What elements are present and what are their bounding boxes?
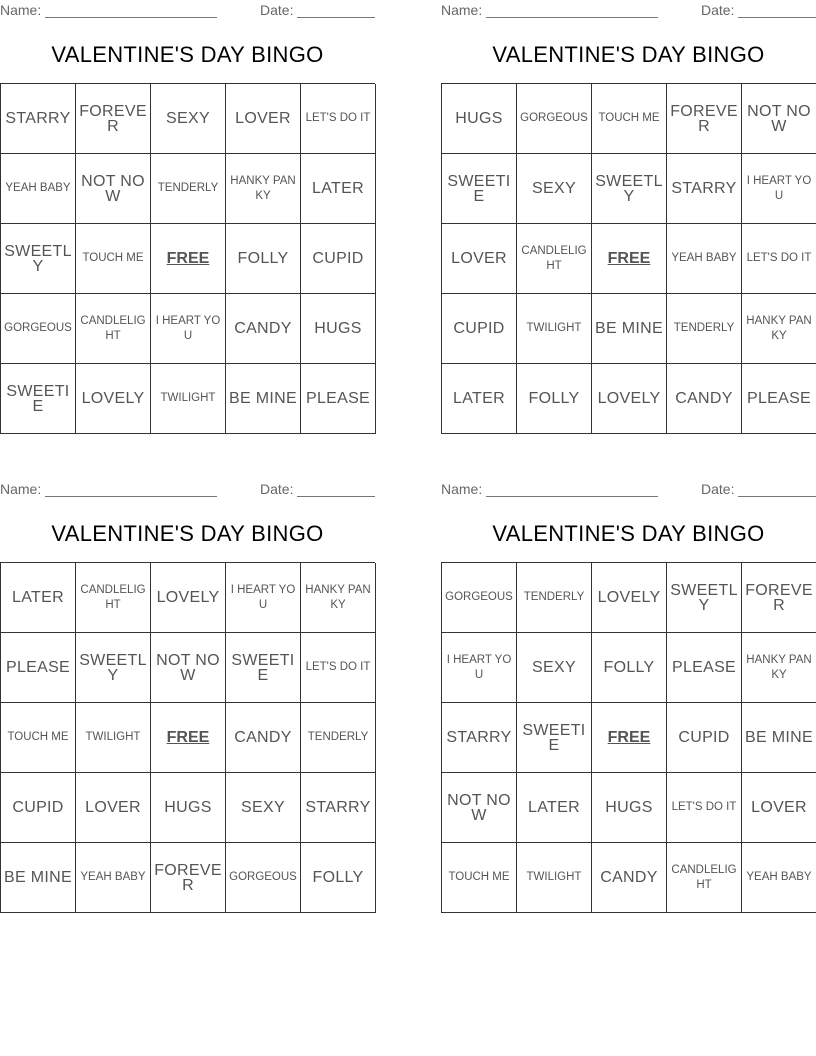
- name-field-line: [486, 17, 658, 18]
- bingo-cell: LOVELY: [592, 364, 667, 434]
- bingo-cell: SWEETLY: [592, 154, 667, 224]
- bingo-cell: GORGEOUS: [442, 563, 517, 633]
- date-label: Date:: [260, 481, 294, 497]
- bingo-cell: CANDLELIGHT: [667, 843, 742, 913]
- date-field-line: [738, 496, 816, 497]
- bingo-grid: [0, 83, 375, 434]
- bingo-cell: LET'S DO IT: [301, 633, 376, 703]
- date-label: Date:: [260, 2, 294, 18]
- bingo-cell: SWEETIE: [517, 703, 592, 773]
- bingo-cell: STARRY: [442, 703, 517, 773]
- card-title: VALENTINE'S DAY BINGO: [51, 42, 324, 67]
- bingo-cell: BE MINE: [742, 703, 816, 773]
- bingo-cell: TOUCH ME: [592, 84, 667, 154]
- bingo-cell: LET'S DO IT: [742, 224, 816, 294]
- bingo-cell: YEAH BABY: [76, 843, 151, 913]
- bingo-cell: GORGEOUS: [226, 843, 301, 913]
- bingo-cell: PLEASE: [667, 633, 742, 703]
- bingo-cell: CANDY: [226, 294, 301, 364]
- bingo-cell: LATER: [517, 773, 592, 843]
- bingo-cell: BE MINE: [1, 843, 76, 913]
- bingo-cell: TWILIGHT: [76, 703, 151, 773]
- bingo-cell: CANDLELIGHT: [76, 563, 151, 633]
- bingo-cell: LATER: [442, 364, 517, 434]
- bingo-cell: TWILIGHT: [517, 843, 592, 913]
- bingo-cell: FOLLY: [301, 843, 376, 913]
- bingo-cell: SWEETIE: [226, 633, 301, 703]
- bingo-cell: SEXY: [517, 633, 592, 703]
- bingo-cell: PLEASE: [1, 633, 76, 703]
- bingo-cell: FOLLY: [592, 633, 667, 703]
- bingo-cell: TOUCH ME: [1, 703, 76, 773]
- bingo-cell: STARRY: [667, 154, 742, 224]
- bingo-cell: HUGS: [592, 773, 667, 843]
- bingo-cell: TENDERLY: [301, 703, 376, 773]
- bingo-cell: NOT NOW: [442, 773, 517, 843]
- bingo-cell: I HEART YOU: [226, 563, 301, 633]
- bingo-cell: HUGS: [151, 773, 226, 843]
- bingo-cell: FOREVER: [151, 843, 226, 913]
- bingo-cell: SWEETIE: [1, 364, 76, 434]
- date-field-line: [297, 496, 375, 497]
- card-header: [0, 479, 375, 501]
- bingo-cell: CANDY: [667, 364, 742, 434]
- bingo-cell: CUPID: [442, 294, 517, 364]
- bingo-cell: SWEETIE: [442, 154, 517, 224]
- bingo-cell: FOLLY: [517, 364, 592, 434]
- bingo-cell: BE MINE: [226, 364, 301, 434]
- bingo-cell: FOREVER: [76, 84, 151, 154]
- bingo-cell: NOT NOW: [151, 633, 226, 703]
- bingo-cell: TENDERLY: [151, 154, 226, 224]
- bingo-grid: [0, 562, 375, 913]
- bingo-cell: YEAH BABY: [742, 843, 816, 913]
- bingo-cell: HUGS: [442, 84, 517, 154]
- name-label: Name:: [441, 481, 483, 497]
- bingo-cell: CUPID: [1, 773, 76, 843]
- bingo-cell: HUGS: [301, 294, 376, 364]
- free-space-cell: FREE: [151, 224, 226, 294]
- bingo-cell: CUPID: [301, 224, 376, 294]
- bingo-cell: LOVELY: [151, 563, 226, 633]
- bingo-cell: LOVER: [442, 224, 517, 294]
- date-field-line: [297, 17, 375, 18]
- bingo-cell: PLEASE: [742, 364, 816, 434]
- bingo-cell: NOT NOW: [742, 84, 816, 154]
- bingo-cell: NOT NOW: [76, 154, 151, 224]
- bingo-cell: HANKY PANKY: [742, 633, 816, 703]
- bingo-cell: SWEETLY: [1, 224, 76, 294]
- bingo-cell: FOREVER: [742, 563, 816, 633]
- bingo-cell: HANKY PANKY: [226, 154, 301, 224]
- bingo-card-4: [441, 479, 816, 891]
- bingo-cell: LET'S DO IT: [667, 773, 742, 843]
- bingo-cell: I HEART YOU: [742, 154, 816, 224]
- bingo-cell: I HEART YOU: [151, 294, 226, 364]
- bingo-cell: CUPID: [667, 703, 742, 773]
- bingo-cell: LATER: [1, 563, 76, 633]
- bingo-cell: LOVELY: [592, 563, 667, 633]
- card-header: [0, 0, 375, 22]
- bingo-cell: LOVER: [76, 773, 151, 843]
- name-label: Name:: [0, 481, 42, 497]
- bingo-cell: YEAH BABY: [1, 154, 76, 224]
- bingo-grid: [441, 83, 816, 434]
- bingo-cell: STARRY: [1, 84, 76, 154]
- bingo-cell: HANKY PANKY: [742, 294, 816, 364]
- bingo-cell: GORGEOUS: [1, 294, 76, 364]
- bingo-cell: SEXY: [226, 773, 301, 843]
- bingo-cell: TWILIGHT: [517, 294, 592, 364]
- bingo-cell: LATER: [301, 154, 376, 224]
- bingo-cell: TOUCH ME: [442, 843, 517, 913]
- name-field-line: [45, 17, 217, 18]
- card-title: VALENTINE'S DAY BINGO: [51, 521, 324, 546]
- bingo-cell: CANDY: [592, 843, 667, 913]
- bingo-cell: CANDY: [226, 703, 301, 773]
- bingo-cell: SWEETLY: [667, 563, 742, 633]
- bingo-cell: TENDERLY: [667, 294, 742, 364]
- bingo-cell: LOVER: [226, 84, 301, 154]
- free-space-cell: FREE: [592, 703, 667, 773]
- name-label: Name:: [441, 2, 483, 18]
- card-title: VALENTINE'S DAY BINGO: [492, 42, 765, 67]
- date-label: Date:: [701, 481, 735, 497]
- name-label: Name:: [0, 2, 42, 18]
- bingo-card-3: [0, 479, 375, 894]
- bingo-cell: LOVER: [742, 773, 816, 843]
- card-header: [441, 0, 816, 22]
- bingo-card-2: [441, 0, 816, 407]
- bingo-cell: TENDERLY: [517, 563, 592, 633]
- free-space-cell: FREE: [592, 224, 667, 294]
- bingo-cell: LET'S DO IT: [301, 84, 376, 154]
- date-label: Date:: [701, 2, 735, 18]
- name-field-line: [486, 496, 658, 497]
- bingo-cell: FOLLY: [226, 224, 301, 294]
- bingo-cell: CANDLELIGHT: [76, 294, 151, 364]
- bingo-cell: STARRY: [301, 773, 376, 843]
- name-field-line: [45, 496, 217, 497]
- bingo-cell: I HEART YOU: [442, 633, 517, 703]
- free-space-cell: FREE: [151, 703, 226, 773]
- bingo-cell: SEXY: [517, 154, 592, 224]
- bingo-cell: CANDLELIGHT: [517, 224, 592, 294]
- bingo-cell: PLEASE: [301, 364, 376, 434]
- bingo-cell: YEAH BABY: [667, 224, 742, 294]
- date-field-line: [738, 17, 816, 18]
- bingo-cell: SEXY: [151, 84, 226, 154]
- bingo-cell: TOUCH ME: [76, 224, 151, 294]
- bingo-cell: LOVELY: [76, 364, 151, 434]
- bingo-cell: TWILIGHT: [151, 364, 226, 434]
- card-header: [441, 479, 816, 501]
- bingo-cell: FOREVER: [667, 84, 742, 154]
- bingo-grid: [441, 562, 816, 913]
- card-title: VALENTINE'S DAY BINGO: [492, 521, 765, 546]
- bingo-cell: GORGEOUS: [517, 84, 592, 154]
- bingo-cell: HANKY PANKY: [301, 563, 376, 633]
- bingo-cell: SWEETLY: [76, 633, 151, 703]
- bingo-card-1: [0, 0, 375, 415]
- bingo-cell: BE MINE: [592, 294, 667, 364]
